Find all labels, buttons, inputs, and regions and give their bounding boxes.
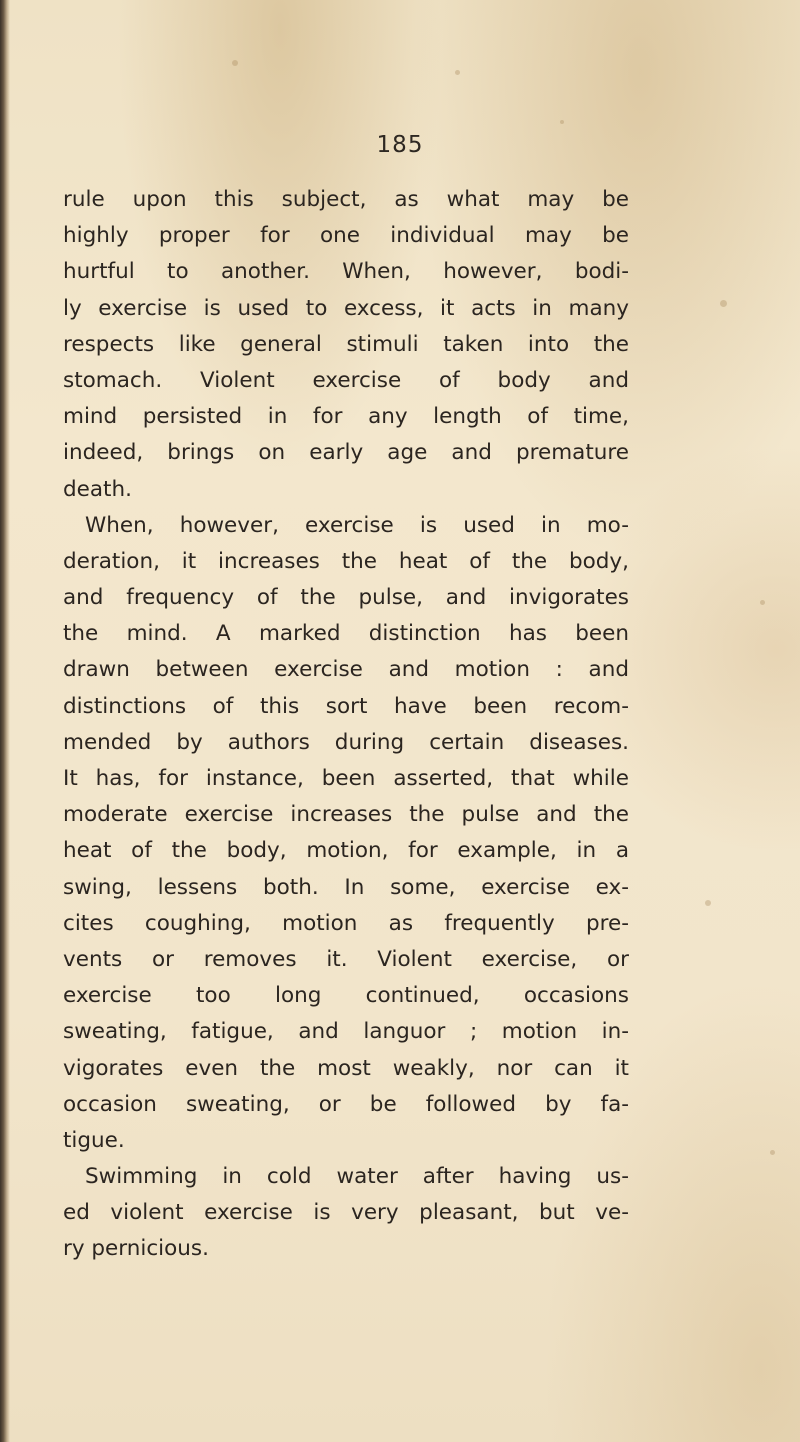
paper-stain (232, 60, 238, 66)
text-line: ry pernicious. (63, 1236, 209, 1262)
text-line: moderate exercise increases the pulse and the (63, 802, 629, 828)
paper-stain (760, 600, 765, 605)
text-line: drawn between exercise and motion : and (63, 657, 629, 683)
text-line: hurtful to another. When, however, bodi- (63, 259, 629, 285)
text-line: vigorates even the most weakly, nor can it (63, 1055, 629, 1081)
text-line: vents or removes it. Violent exercise, or (63, 946, 629, 972)
text-line: mended by authors during certain diseases. (63, 729, 629, 755)
text-line: exercise too long continued, occasions (63, 983, 629, 1009)
text-line: and frequency of the pulse, and invigorates (63, 585, 629, 611)
text-line: respects like general stimuli taken into the (63, 331, 629, 357)
text-line: stomach. Violent exercise of body and (63, 367, 629, 393)
paragraph (63, 508, 629, 1159)
text-line: occasion sweating, or be followed by fa- (63, 1091, 629, 1117)
text-line: sweating, fatigue, and languor ; motion in- (63, 1019, 629, 1045)
text-line: deration, it increases the heat of the body, (63, 548, 629, 574)
text-line: heat of the body, motion, for example, in a (63, 838, 629, 864)
text-line: the mind. A marked distinction has been (63, 621, 629, 647)
text-line: cites coughing, motion as frequently pre- (63, 910, 629, 936)
text-line: ly exercise is used to excess, it acts in many (63, 295, 629, 321)
paragraph (63, 1159, 629, 1268)
text-line: death. (63, 476, 132, 502)
paper-stain (560, 120, 564, 124)
paper-stain (720, 300, 727, 307)
text-line: swing, lessens both. In some, exercise ex- (63, 874, 629, 900)
text-line: ed violent exercise is very pleasant, but ve- (63, 1200, 629, 1226)
text-line: highly proper for one individual may be (63, 223, 629, 249)
body-text (63, 182, 629, 1268)
text-line: rule upon this subject, as what may be (63, 187, 629, 212)
page-binding-edge (0, 0, 10, 1442)
page-number: 185 (376, 132, 424, 158)
paragraph (63, 182, 629, 508)
text-line: When, however, exercise is used in mo- (85, 512, 629, 538)
text-line: distinctions of this sort have been recom- (63, 693, 629, 719)
paper-stain (455, 70, 460, 75)
text-line: mind persisted in for any length of time, (63, 404, 629, 430)
paper-stain (770, 1150, 775, 1155)
text-line: Swimming in cold water after having us- (85, 1164, 629, 1190)
text-line: indeed, brings on early age and premature (63, 440, 629, 466)
text-line: It has, for instance, been asserted, that while (63, 766, 629, 791)
text-line: tigue. (63, 1127, 125, 1153)
paper-stain (705, 900, 711, 906)
